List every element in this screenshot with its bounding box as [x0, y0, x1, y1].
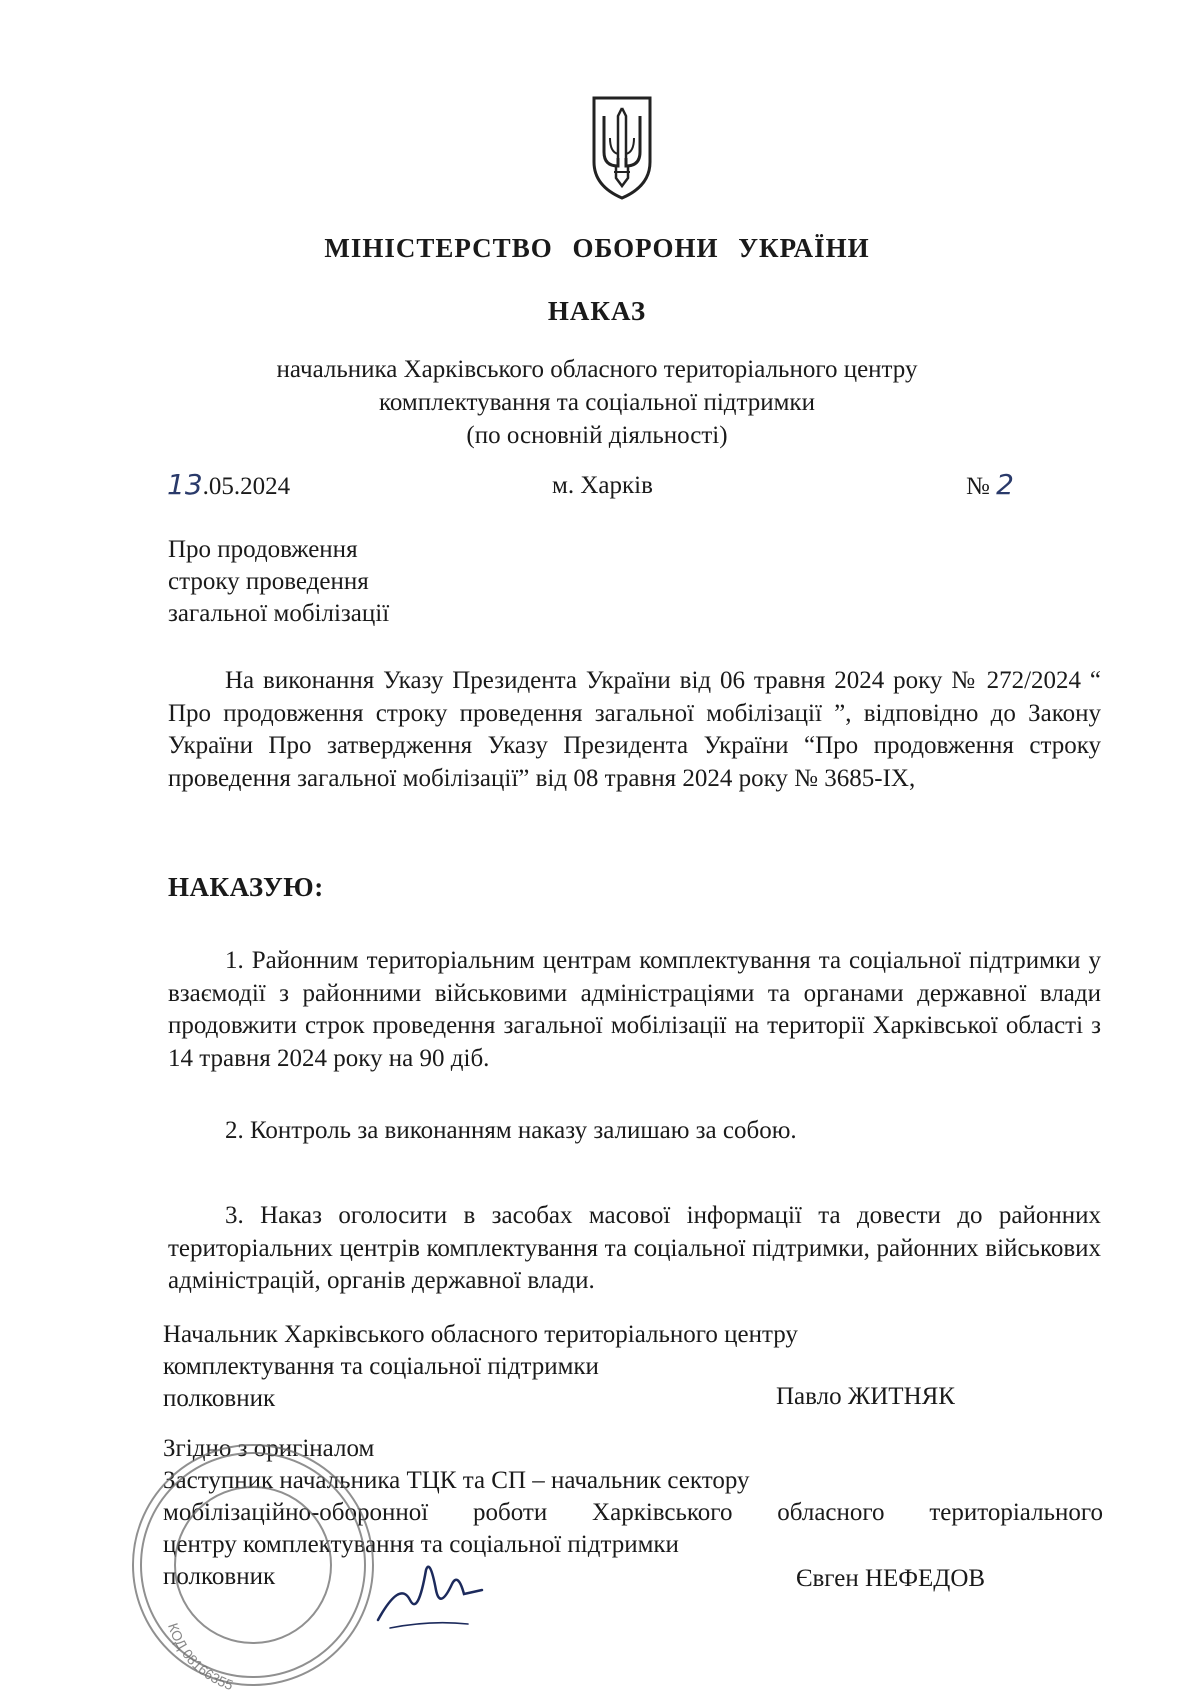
- official-seal-icon: [128, 1415, 378, 1707]
- number-label: №: [966, 473, 990, 500]
- date-day-handwritten: 13: [167, 468, 203, 501]
- order-number: [966, 468, 1014, 501]
- date-month-year: .05.2024: [202, 473, 291, 500]
- order-topic: [168, 534, 389, 630]
- svg-text:КОД 08166355: КОД 08166355: [165, 1620, 236, 1694]
- copy-line: центру комплектування та соціальної підтримки: [163, 1531, 679, 1558]
- subtitle-line: (по основній діяльності): [466, 422, 728, 449]
- orders-label: НАКАЗУЮ:: [168, 872, 324, 902]
- document-type-heading: НАКАЗ: [547, 296, 647, 326]
- topic-line: загальної мобілізації: [168, 600, 390, 627]
- order-item-1: 1. Районним територіальним центрам комплектування та соціальної підтримки у взаємодії з районними військовими адміністраціями та органами державної влади продовжити строк проведення загальної мобілізації на території Харківської області з 14 травня 2024 року на 90 діб.: [168, 947, 1101, 1072]
- order-city: м. Харків: [552, 472, 653, 499]
- signatory-name: Павло ЖИТНЯК: [776, 1383, 955, 1410]
- copy-line: Заступник начальника ТЦК та СП – начальник сектору: [163, 1467, 750, 1494]
- topic-line: Про продовження: [168, 536, 358, 563]
- preamble-paragraph: На виконання Указу Президента України від 06 травня 2024 року № 272/2024 “ Про продовження строку проведення загальної мобілізації ”, відповідно до Закону України Про затвердження Указу Президента України “Про продовження строку проведення загальної мобілізації” від 08 травня 2024 року № 3685-IX,: [168, 667, 1101, 792]
- signatory-title: [163, 1319, 798, 1415]
- copy-line: полковник: [163, 1563, 276, 1590]
- topic-line: строку проведення: [168, 568, 369, 595]
- number-handwritten: 2: [996, 468, 1014, 501]
- subtitle-line: комплектування та соціальної підтримки: [379, 389, 815, 416]
- coat-of-arms-icon: [588, 94, 656, 200]
- signatory-line: комплектування та соціальної підтримки: [163, 1353, 599, 1380]
- signatory-line: Начальник Харківського обласного територіального центру: [163, 1321, 798, 1348]
- copy-line: мобілізаційно-оборонної роботи Харківського обласного територіального: [163, 1499, 1103, 1526]
- copy-line: Згідно з оригіналом: [163, 1435, 375, 1462]
- subtitle-line: начальника Харківського обласного територіального центру: [276, 356, 918, 383]
- order-item-2: 2. Контроль за виконанням наказу залишаю за собою.: [225, 1117, 797, 1144]
- certifier-name: Євген НЕФЕДОВ: [796, 1565, 986, 1592]
- order-date: [167, 468, 290, 501]
- order-item-3: 3. Наказ оголосити в засобах масової інформації та довести до районних територіальних центрів комплектування та соціальної підтримки, районних військових адміністрацій, органів державної влади.: [168, 1202, 1101, 1294]
- handwritten-signature-icon: [370, 1550, 490, 1640]
- ministry-heading: МІНІСТЕРСТВО ОБОРОНИ УКРАЇНИ: [324, 233, 870, 263]
- order-subtitle: [0, 353, 1194, 452]
- signatory-line: полковник: [163, 1385, 276, 1412]
